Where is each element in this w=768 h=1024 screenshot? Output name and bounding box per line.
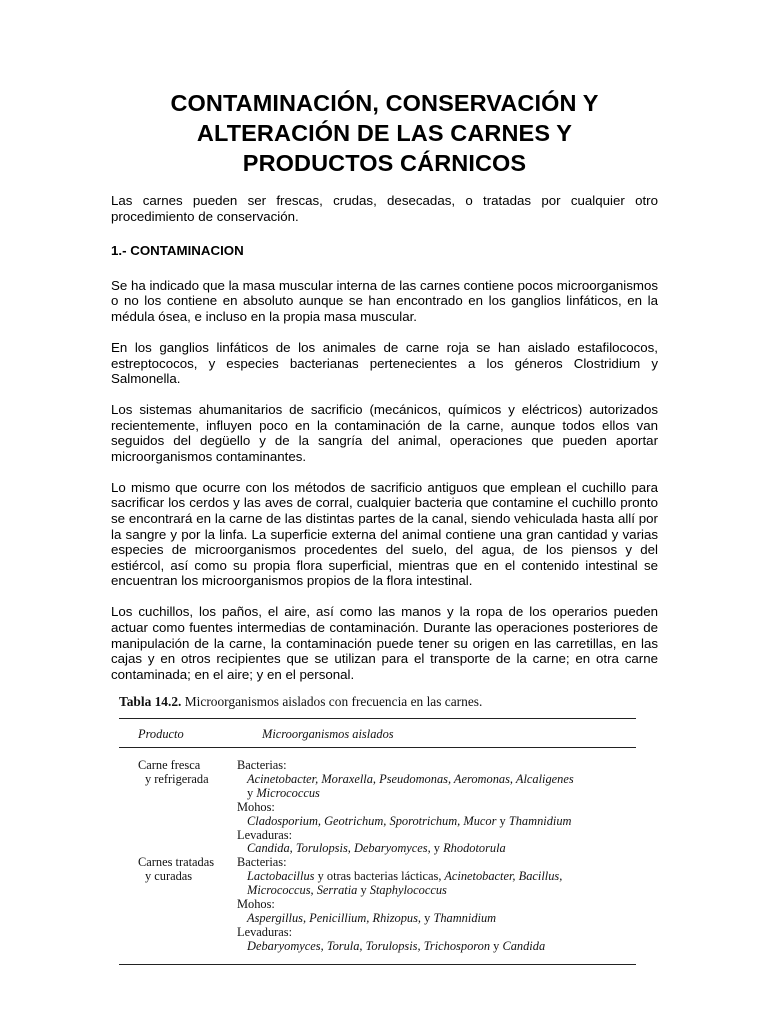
table-caption — [119, 694, 636, 710]
microorganisms-table — [113, 694, 636, 965]
intro-paragraph: Las carnes pueden ser frescas, crudas, desecadas, o tratadas por cualquier otro procedimiento de conservación. — [111, 193, 658, 224]
fresh-yeasts-a: Candida, Torulopsis, Debaryomyces, — [247, 841, 431, 856]
cured-molds-a: Aspergillus, Penicillium, Rhizopus, — [247, 910, 422, 925]
cured-molds-b: Thamnidium — [433, 910, 497, 925]
product-cured-line1: Carnes tratadas — [138, 855, 215, 870]
cured-yeasts-list — [237, 940, 636, 954]
fresh-molds-join: y — [499, 813, 506, 828]
title-line-3: PRODUCTOS CÁRNICOS — [242, 150, 527, 176]
body-paragraph-1: Se ha indicado que la masa muscular interna de las carnes contiene pocos microorganismos o no los contiene en absoluto aunque se han encontrado en los ganglios linfáticos, en la médula ósea, e incluso en la propia masa muscular. — [111, 277, 658, 324]
fresh-bacteria-b: Micrococcus — [256, 785, 320, 800]
table-row-cured — [113, 856, 636, 953]
document-page — [111, 88, 658, 682]
cured-bacteria-list — [237, 870, 636, 898]
product-cell-cured — [113, 856, 237, 953]
cured-bacteria-join1: y otras bacterias lácticas, — [317, 869, 442, 884]
table-caption-label: Tabla 14.2. — [119, 694, 182, 709]
fresh-yeasts-label: Levaduras: — [237, 827, 293, 842]
body-paragraph-3: Los sistemas ahumanitarios de sacrificio (mecánicos, químicos y eléctricos) autorizados recientemente, influyen poco en la contaminación de la carne, aunque todos ellos van seguidos del degüello y de la sangría del animal, operaciones que pueden aportar microorganismos contaminantes. — [111, 402, 658, 464]
section-heading: 1.- CONTAMINACION — [111, 243, 244, 259]
fresh-molds-a: Cladosporium, Geotrichum, Sporotrichum, Mucor — [247, 813, 497, 828]
header-microorganisms: Microorganismos aislados — [262, 727, 394, 741]
cured-bacteria-join2: y — [360, 883, 367, 898]
title-line-1: CONTAMINACIÓN, CONSERVACIÓN Y — [170, 90, 599, 116]
table-header-row — [113, 727, 636, 741]
organisms-cell-cured — [237, 856, 636, 953]
cured-molds-list — [237, 912, 636, 926]
fresh-bacteria-a: Acinetobacter, Moraxella, Pseudomonas, Aeromonas, Alcaligenes — [247, 771, 574, 786]
fresh-yeasts-join: y — [433, 841, 440, 856]
fresh-molds-list — [237, 815, 636, 829]
fresh-molds-b: Thamnidium — [508, 813, 572, 828]
table-top-rule — [119, 718, 636, 719]
header-product: Producto — [138, 727, 184, 741]
fresh-bacteria-label: Bacterias: — [237, 758, 287, 772]
fresh-bacteria-join: y — [247, 785, 254, 800]
product-fresh-line2: y refrigerada — [145, 771, 209, 786]
cured-bacteria-c: Micrococcus, Serratia — [247, 883, 358, 898]
title-line-2: ALTERACIÓN DE LAS CARNES Y — [196, 120, 573, 146]
fresh-yeasts-b: Rhodotorula — [443, 841, 506, 856]
body-paragraph-4: Lo mismo que ocurre con los métodos de sacrificio antiguos que emplean el cuchillo para sacrificar los cerdos y las aves de corral, cualquier bacteria que contamine el cuchillo pronto se encontrará en la carne de las distintas partes de la canal, siendo vehiculada hasta allí por la sangre y por la linfa. La superficie externa del animal contiene una gran cantidad y varias especies de microorganismos procedentes del suelo, del agua, de los piensos y del estiércol, así como su propia flora superficial, mientras que en el contenido intestinal se encuentran los microorganismos propios de la flora intestinal. — [111, 479, 658, 589]
cured-yeasts-label: Levaduras: — [237, 924, 293, 939]
body-paragraph-2: En los ganglios linfáticos de los animales de carne roja se han aislado estafilococos, estreptococos, y especies bacterianas pertenecientes a los géneros Clostridium y Salmonella. — [111, 339, 658, 387]
cured-molds-label: Mohos: — [237, 897, 275, 912]
organisms-cell-fresh — [237, 759, 636, 856]
document-title — [111, 88, 658, 178]
cured-yeasts-join: y — [493, 938, 500, 953]
table-header-rule — [119, 747, 636, 748]
cured-bacteria-label: Bacterias: — [237, 855, 287, 870]
cured-bacteria-a: Lactobacillus — [247, 869, 315, 884]
cured-bacteria-b: Acinetobacter, Bacillus, — [444, 869, 563, 884]
cured-yeasts-a: Debaryomyces, Torula, Torulopsis, Trichosporon — [247, 938, 491, 953]
table-bottom-rule — [119, 964, 636, 965]
table-row-fresh — [113, 759, 636, 856]
cured-molds-join: y — [424, 910, 431, 925]
product-cured-line2: y curadas — [145, 869, 193, 884]
product-cell-fresh — [113, 759, 237, 856]
cured-yeasts-b: Candida — [502, 938, 546, 953]
cured-bacteria-d: Staphylococcus — [369, 883, 447, 898]
body-paragraph-5: Los cuchillos, los paños, el aire, así como las manos y la ropa de los operarios pueden actuar como fuentes intermedias de contaminación. Durante las operaciones posteriores de manipulación de la carne, la contaminación puede tener su origen en las carretillas, en las cajas y en otros recipientes que se utilizan para el transporte de la carne; en otra carne contaminada; en el aire; y en el personal. — [111, 604, 658, 682]
product-fresh-line1: Carne fresca — [138, 758, 201, 772]
fresh-molds-label: Mohos: — [237, 799, 275, 814]
fresh-bacteria-list — [237, 773, 636, 801]
fresh-yeasts-list — [237, 842, 636, 856]
table-caption-text: Microorganismos aislados con frecuencia en las carnes. — [184, 694, 483, 709]
